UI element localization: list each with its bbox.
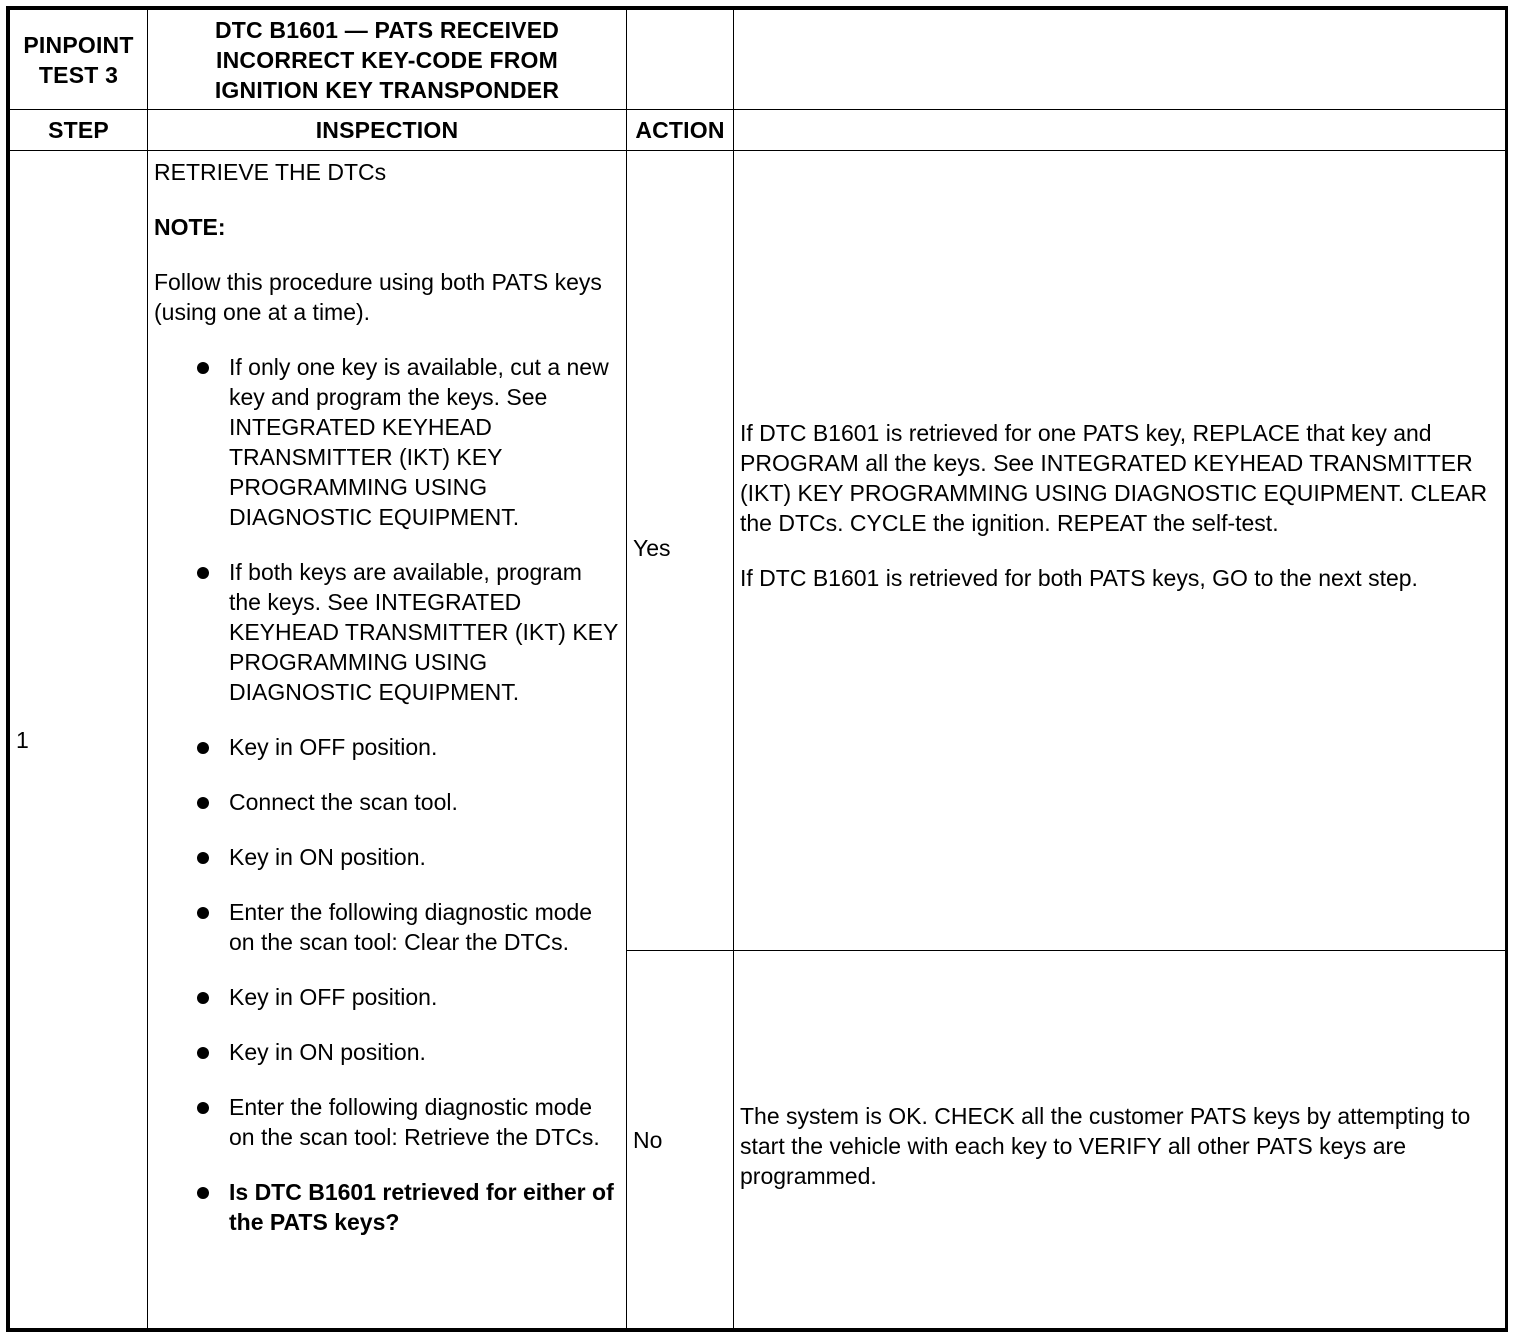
bullet-icon: [197, 1187, 209, 1199]
action-yes-text: [734, 151, 1506, 951]
list-item-text: Enter the following diagnostic mode on the scan tool: Clear the DTCs.: [229, 899, 593, 955]
list-item-text: Key in OFF position.: [229, 984, 438, 1010]
bullet-icon: [197, 742, 209, 754]
list-item: [229, 982, 620, 1012]
column-header-empty: [734, 110, 1506, 151]
list-item-text: Key in ON position.: [229, 1039, 426, 1065]
list-item-text: Enter the following diagnostic mode on the scan tool: Retrieve the DTCs.: [229, 1094, 600, 1150]
bullet-icon: [197, 992, 209, 1004]
list-item: [229, 1092, 620, 1152]
column-header-row: [10, 110, 1506, 151]
list-item: [229, 1037, 620, 1067]
action-no-text: [734, 951, 1506, 1329]
list-item-text: If both keys are available, program the keys. See INTEGRATED KEYHEAD TRANSMITTER (IKT) KEY PROGRAMMING USING DIAGNOSTIC EQUIPMENT.: [229, 559, 618, 705]
question-item: [229, 1177, 620, 1237]
yes-instruction-1: If DTC B1601 is retrieved for one PATS key, REPLACE that key and PROGRAM all the keys. See INTEGRATED KEYHEAD TRANSMITTER (IKT) KEY PROGRAMMING USING DIAGNOSTIC EQUIPMENT. CLEAR the DTCs. CYCLE the ignition. REPEAT the self-test.: [740, 420, 1488, 536]
bullet-icon: [197, 1047, 209, 1059]
bullet-icon: [197, 362, 209, 374]
pinpoint-test-table: [6, 6, 1508, 1332]
list-item: [229, 732, 620, 762]
step-heading: RETRIEVE THE DTCs: [154, 159, 387, 185]
column-header-step: STEP: [10, 110, 148, 151]
title-empty-cell-2: [734, 10, 1506, 110]
list-item-text: If only one key is available, cut a new key and program the keys. See INTEGRATED KEYHEAD TRANSMITTER (IKT) KEY PROGRAMMING USING DIAGNOSTIC EQUIPMENT.: [229, 354, 609, 530]
bullet-icon: [197, 1102, 209, 1114]
list-item-text: Key in OFF position.: [229, 734, 438, 760]
no-instruction: The system is OK. CHECK all the customer PATS keys by attempting to start the vehicle with each key to VERIFY all other PATS keys are programmed.: [740, 1102, 1471, 1189]
action-yes-label: Yes: [627, 151, 734, 951]
note-label: NOTE:: [154, 214, 226, 240]
list-item: [229, 787, 620, 817]
list-item: [229, 842, 620, 872]
column-header-inspection: INSPECTION: [148, 110, 627, 151]
question-text: Is DTC B1601 retrieved for either of the PATS keys?: [229, 1179, 614, 1235]
bullet-icon: [197, 567, 209, 579]
step-number: 1: [10, 151, 148, 1329]
column-header-action: ACTION: [627, 110, 734, 151]
list-item-text: Key in ON position.: [229, 844, 426, 870]
bullet-icon: [197, 907, 209, 919]
title-row: [10, 10, 1506, 110]
action-no-label: No: [627, 951, 734, 1329]
inspection-cell: [148, 151, 627, 1329]
bullet-icon: [197, 852, 209, 864]
list-item: [229, 352, 620, 532]
diagnostic-table: [9, 9, 1506, 1329]
test-heading: DTC B1601 — PATS RECEIVED INCORRECT KEY-CODE FROM IGNITION KEY TRANSPONDER: [148, 10, 627, 110]
list-item: [229, 557, 620, 707]
note-text: Follow this procedure using both PATS keys (using one at a time).: [154, 269, 602, 325]
list-item: [229, 897, 620, 957]
yes-instruction-2: If DTC B1601 is retrieved for both PATS keys, GO to the next step.: [740, 565, 1418, 591]
step-row-yes: [10, 151, 1506, 951]
bullet-icon: [197, 797, 209, 809]
inspection-bullet-list: [154, 352, 620, 1237]
title-empty-cell-1: [627, 10, 734, 110]
list-item-text: Connect the scan tool.: [229, 789, 458, 815]
test-label: PINPOINT TEST 3: [10, 10, 148, 110]
